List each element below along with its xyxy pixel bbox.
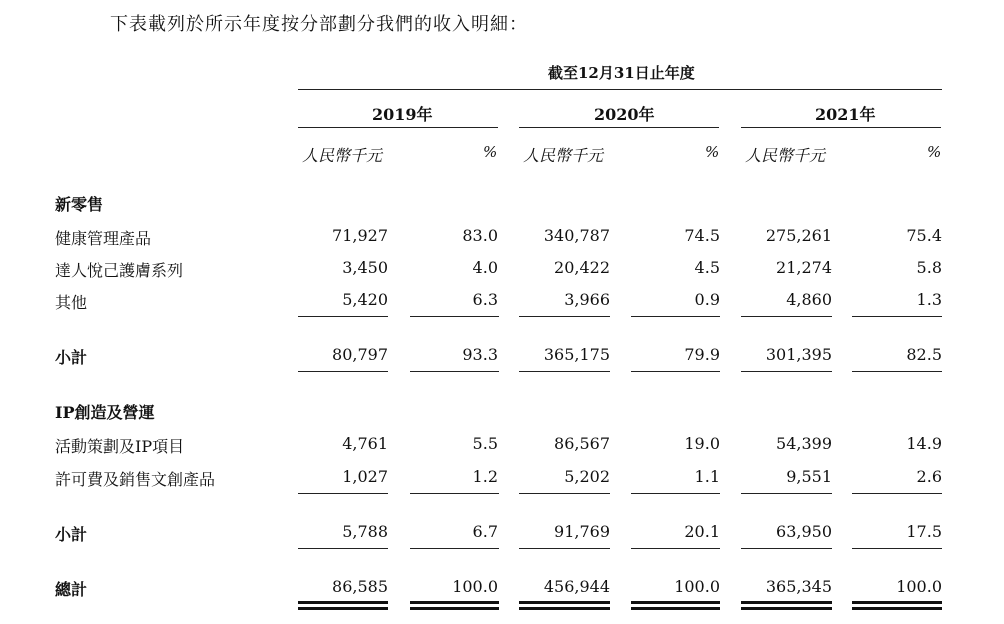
row-label-license: 許可費及銷售文創產品 — [55, 470, 216, 489]
cell-daren-0: 3,450 — [342, 258, 388, 277]
rule-after-subtotal1-c6 — [852, 371, 942, 372]
rule-before-subtotal1-c3 — [519, 316, 610, 317]
cell-health-5: 75.4 — [906, 226, 942, 245]
total-double-rule-c1-bottom — [298, 607, 388, 610]
cell-daren-4: 21,274 — [776, 258, 832, 277]
total-double-rule-c2-top — [410, 601, 499, 604]
rule-after-subtotal1-c4 — [631, 371, 720, 372]
rule-after-subtotal1-c3 — [519, 371, 610, 372]
unit-2021: 人民幣千元 — [745, 146, 826, 165]
rule-after-subtotal2-c1 — [298, 548, 388, 549]
pct-2021: % — [927, 143, 942, 161]
total-double-rule-c6-top — [852, 601, 942, 604]
cell-daren-2: 20,422 — [554, 258, 610, 277]
rule-before-subtotal1-c6 — [852, 316, 942, 317]
year-2020-header: 2020年 — [594, 105, 655, 124]
cell-subtotal2-4: 63,950 — [776, 522, 832, 541]
rule-after-subtotal2-c3 — [519, 548, 610, 549]
cell-health-3: 74.5 — [684, 226, 720, 245]
cell-total-2: 456,944 — [543, 577, 610, 596]
cell-license-5: 2.6 — [916, 467, 942, 486]
unit-2020: 人民幣千元 — [523, 146, 604, 165]
cell-other-3: 0.9 — [694, 290, 720, 309]
period-header: 截至12月31日止年度 — [548, 64, 695, 82]
cell-subtotal1-0: 80,797 — [332, 345, 388, 364]
cell-events-0: 4,761 — [342, 434, 388, 453]
cell-events-3: 19.0 — [684, 434, 720, 453]
cell-subtotal2-1: 6.7 — [472, 522, 498, 541]
cell-total-4: 365,345 — [765, 577, 832, 596]
cell-other-0: 5,420 — [342, 290, 388, 309]
cell-daren-5: 5.8 — [916, 258, 942, 277]
row-label-other: 其他 — [55, 293, 88, 312]
cell-license-4: 9,551 — [786, 467, 832, 486]
rule-before-subtotal1-c5 — [741, 316, 832, 317]
cell-events-5: 14.9 — [906, 434, 942, 453]
cell-events-4: 54,399 — [776, 434, 832, 453]
year-2021-rule — [741, 127, 941, 128]
cell-health-2: 340,787 — [543, 226, 610, 245]
cell-subtotal2-2: 91,769 — [554, 522, 610, 541]
cell-subtotal1-3: 79.9 — [684, 345, 720, 364]
cell-total-1: 100.0 — [452, 577, 498, 596]
rule-before-subtotal1-c4 — [631, 316, 720, 317]
total-double-rule-c3-bottom — [519, 607, 610, 610]
row-label-total: 總計 — [55, 580, 88, 599]
cell-license-1: 1.2 — [472, 467, 498, 486]
cell-total-5: 100.0 — [896, 577, 942, 596]
total-double-rule-c4-top — [631, 601, 720, 604]
rule-after-subtotal2-c6 — [852, 548, 942, 549]
intro-text: 下表載列於所示年度按分部劃分我們的收入明細： — [110, 14, 528, 35]
rule-before-subtotal1-c2 — [410, 316, 499, 317]
rule-after-subtotal1-c5 — [741, 371, 832, 372]
total-double-rule-c6-bottom — [852, 607, 942, 610]
total-double-rule-c3-top — [519, 601, 610, 604]
row-label-daren: 達人悅己護膚系列 — [55, 261, 184, 280]
row-label-subtotal1: 小計 — [55, 348, 88, 367]
cell-subtotal1-2: 365,175 — [543, 345, 610, 364]
row-label-subtotal2: 小計 — [55, 525, 88, 544]
cell-total-3: 100.0 — [674, 577, 720, 596]
rule-before-subtotal2-c2 — [410, 493, 499, 494]
rule-after-subtotal2-c4 — [631, 548, 720, 549]
rule-before-subtotal2-c3 — [519, 493, 610, 494]
cell-subtotal1-5: 82.5 — [906, 345, 942, 364]
year-2019-rule — [298, 127, 498, 128]
cell-other-4: 4,860 — [786, 290, 832, 309]
year-2020-rule — [519, 127, 719, 128]
cell-other-2: 3,966 — [564, 290, 610, 309]
year-2021-header: 2021年 — [815, 105, 876, 124]
total-double-rule-c5-bottom — [741, 607, 832, 610]
rule-after-subtotal2-c5 — [741, 548, 832, 549]
rule-after-subtotal1-c1 — [298, 371, 388, 372]
rule-before-subtotal1-c1 — [298, 316, 388, 317]
cell-license-0: 1,027 — [342, 467, 388, 486]
row-label-events: 活動策劃及IP項目 — [55, 437, 185, 456]
rule-before-subtotal2-c6 — [852, 493, 942, 494]
section-new-retail: 新零售 — [55, 195, 104, 214]
rule-before-subtotal2-c1 — [298, 493, 388, 494]
rule-before-subtotal2-c4 — [631, 493, 720, 494]
unit-2019: 人民幣千元 — [302, 146, 383, 165]
rule-before-subtotal2-c5 — [741, 493, 832, 494]
pct-2019: % — [483, 143, 498, 161]
cell-subtotal2-3: 20.1 — [684, 522, 720, 541]
cell-subtotal1-4: 301,395 — [765, 345, 832, 364]
cell-daren-1: 4.0 — [472, 258, 498, 277]
header-rule — [298, 89, 942, 90]
total-double-rule-c1-top — [298, 601, 388, 604]
cell-health-0: 71,927 — [332, 226, 388, 245]
cell-subtotal2-5: 17.5 — [906, 522, 942, 541]
cell-license-2: 5,202 — [564, 467, 610, 486]
section-ip: IP創造及營運 — [55, 403, 155, 422]
cell-events-1: 5.5 — [472, 434, 498, 453]
year-2019-header: 2019年 — [372, 105, 433, 124]
pct-2020: % — [705, 143, 720, 161]
cell-license-3: 1.1 — [694, 467, 720, 486]
cell-daren-3: 4.5 — [694, 258, 720, 277]
cell-subtotal1-1: 93.3 — [462, 345, 498, 364]
total-double-rule-c5-top — [741, 601, 832, 604]
cell-other-5: 1.3 — [916, 290, 942, 309]
cell-total-0: 86,585 — [332, 577, 388, 596]
total-double-rule-c2-bottom — [410, 607, 499, 610]
row-label-health: 健康管理產品 — [55, 229, 152, 248]
cell-health-1: 83.0 — [462, 226, 498, 245]
cell-events-2: 86,567 — [554, 434, 610, 453]
total-double-rule-c4-bottom — [631, 607, 720, 610]
cell-subtotal2-0: 5,788 — [342, 522, 388, 541]
cell-health-4: 275,261 — [765, 226, 832, 245]
rule-after-subtotal2-c2 — [410, 548, 499, 549]
rule-after-subtotal1-c2 — [410, 371, 499, 372]
cell-other-1: 6.3 — [472, 290, 498, 309]
